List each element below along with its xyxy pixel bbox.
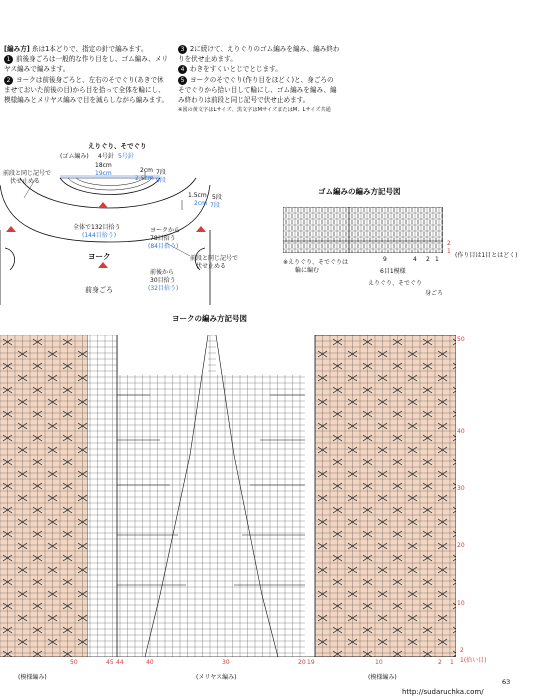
ribbing-col: 4 — [413, 256, 417, 263]
step-text: ヨークのそでぐり(作り目をほどく)と、身ごろのそでぐりから拾い目して輪にし、ゴム編みを編み、編み終わりは前段と同じ記号で伏せ止めます。 — [178, 75, 337, 105]
schematic-title: えりぐり、そでぐり — [88, 142, 147, 150]
ribbing-neck-label: えりぐり、そでぐり — [368, 280, 423, 287]
step-number: 5 — [178, 76, 187, 85]
instructions-intro: 糸は1本どりで、指定の針で編みます。 — [31, 45, 148, 53]
neck-width-l: 19cm — [95, 170, 112, 177]
step-text: 2に続けて、えりぐりのゴム編みを編み、編み終わりを伏せ止めます。 — [178, 45, 340, 64]
size-note: ※図の黄文字はLサイズ、黒文字はMサイズまたはM、Lサイズ共通 — [178, 107, 331, 114]
ribbing-round-note: ※えりぐり、そでぐりは — [283, 259, 349, 266]
pickup-total-l: (144目拾う) — [82, 232, 117, 239]
row-label: 30 — [457, 485, 465, 492]
ribbing-body-label: 身ごろ — [425, 290, 444, 297]
needle-size-l: 5号針 — [118, 153, 134, 160]
yoke-pickup-label: ヨークから — [150, 227, 181, 234]
col-label: 1 — [450, 659, 454, 666]
ribbing-round-note: 輪に編む — [295, 267, 320, 274]
col-label: 10 — [375, 659, 383, 666]
ribbing-col: 2 — [426, 256, 430, 263]
rib-rows-l: 9段 — [156, 177, 166, 184]
step-number: 3 — [178, 45, 187, 54]
row-label: 20 — [457, 542, 465, 549]
col-label: 44 — [116, 659, 124, 666]
neck-width: 18cm — [95, 162, 112, 169]
armhole-bind-off: 伏せ止める — [196, 263, 227, 270]
front-label: 前身ごろ — [85, 286, 113, 294]
armhole-rows: 5段 — [212, 194, 222, 201]
bind-off-note: 前段と同じ記号で — [3, 170, 52, 177]
armhole-rows-l: 7段 — [210, 202, 220, 209]
ribbing-col: 1 — [435, 256, 439, 263]
instructions-right — [178, 44, 340, 115]
step-number: 2 — [4, 76, 13, 85]
body-pickup-count-l: (32目拾う) — [148, 285, 179, 292]
yoke-pickup-count-l: (84目拾う) — [148, 243, 179, 250]
body-pickup-label: 前後から — [150, 269, 175, 276]
step-text: ヨークは前後身ごろと、左右のそでぐり(あきで休ませておいた前後の目)から目を拾って全体を輪にし、模様編みとメリヤス編みで目を減らしながら編みます。 — [4, 75, 169, 105]
col-label: 30 — [222, 659, 230, 666]
col-label: 40 — [146, 659, 154, 666]
schematic-subtitle: (ゴム編み) — [60, 153, 89, 160]
armhole-bind-off: 前段と同じ記号で — [190, 255, 239, 262]
col-label: 45 — [106, 659, 114, 666]
col-label: 19 — [307, 659, 315, 666]
armhole-depth: 1.5cm — [188, 192, 207, 199]
cast-on-note: 1(拾い目) — [460, 657, 487, 664]
rib-depth: 2cm — [140, 167, 153, 174]
source-url[interactable]: http://sudaruchka.com/ — [402, 688, 484, 696]
step-number: 4 — [178, 65, 187, 74]
yoke-chart-title: ヨークの編み方記号図 — [172, 314, 247, 323]
yoke-chart-grid — [0, 335, 456, 657]
ribbing-row-2: 2 — [447, 240, 451, 247]
pickup-total: 全体で132目拾う — [73, 224, 121, 231]
ribbing-repeat: 6目1模様 — [380, 268, 406, 275]
ribbing-chart-grid — [283, 207, 443, 253]
ribbing-col: 9 — [383, 256, 387, 263]
instructions-left — [4, 44, 169, 105]
rib-depth-l: 2.5cm — [135, 175, 154, 182]
stockinette-section: (メリヤス編み) — [196, 674, 237, 681]
instructions-heading: [編み方] — [4, 45, 30, 53]
step-number: 1 — [4, 55, 13, 64]
row-label: 2 — [460, 647, 464, 654]
armhole-depth-l: 2cm — [194, 200, 207, 207]
body-pickup-count: 30目拾う — [150, 277, 176, 284]
pattern-section-left: (模様編み) — [18, 674, 47, 681]
ribbing-chart-title: ゴム編みの編み方記号図 — [318, 187, 401, 196]
pattern-section-right: (模様編み) — [368, 674, 397, 681]
rib-rows: 7段 — [156, 169, 166, 176]
yoke-pickup-count: 78目拾う — [150, 235, 176, 242]
ribbing-cast-note: (作り目は1目とはどく) — [455, 252, 518, 259]
bind-off-note: 伏せ止める — [10, 178, 41, 185]
row-label: 40 — [457, 428, 465, 435]
page-number: 63 — [502, 678, 511, 686]
yoke-label: ヨーク — [88, 252, 111, 261]
needle-size: 4号針 — [98, 153, 114, 160]
step-text: わきをすくいとじでとじます。 — [190, 65, 282, 74]
row-label: 10 — [457, 600, 465, 607]
col-label: 50 — [70, 659, 78, 666]
row-label: 50 — [457, 336, 465, 343]
ribbing-row-1: 1 — [447, 248, 451, 255]
col-label: 20 — [298, 659, 306, 666]
step-text: 前後身ごろは一般的な作り目をし、ゴム編み、メリヤス編みで編みます。 — [4, 55, 169, 74]
col-label: 2 — [438, 659, 442, 666]
